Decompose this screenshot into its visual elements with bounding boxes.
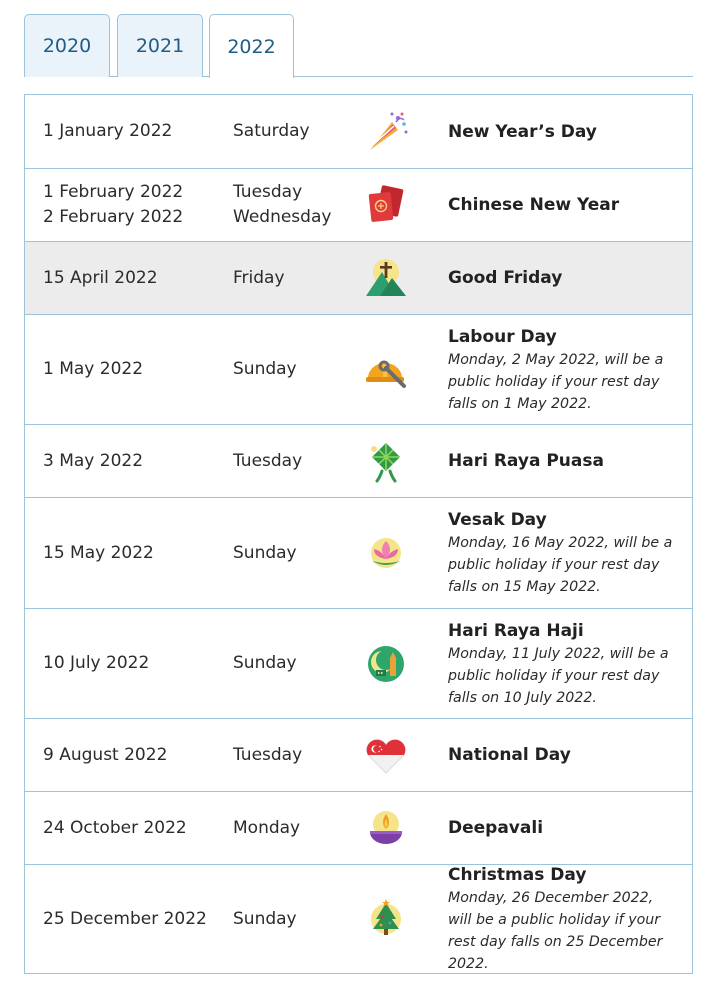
holiday-name: Good Friday bbox=[448, 268, 563, 288]
holiday-cell bbox=[448, 498, 678, 608]
table-row bbox=[25, 718, 692, 791]
holiday-note: Monday, 11 July 2022, will be a public holiday if your rest day falls on 10 July 2022. bbox=[448, 645, 669, 706]
lotus-icon bbox=[362, 498, 410, 608]
holiday-name: New Year’s Day bbox=[448, 121, 597, 142]
holiday-note: Monday, 2 May 2022, will be a public holiday if your rest day falls on 1 May 2022. bbox=[448, 351, 664, 412]
holiday-cell bbox=[448, 865, 678, 973]
holiday-cell bbox=[448, 169, 678, 241]
mosque-crescent-icon bbox=[362, 609, 410, 718]
date-cell: 25 December 2022 bbox=[43, 908, 207, 929]
ketupat-icon bbox=[362, 425, 410, 497]
tab-2021[interactable]: 2021 bbox=[117, 14, 203, 77]
holiday-name: Labour Day bbox=[448, 326, 557, 347]
table-row bbox=[25, 424, 692, 497]
oil-lamp-icon bbox=[362, 792, 410, 864]
table-row bbox=[25, 497, 692, 608]
table-row bbox=[25, 95, 692, 168]
holiday-name: Hari Raya Puasa bbox=[448, 451, 604, 471]
date-cell: 1 February 2022 2 February 2022 bbox=[43, 182, 184, 227]
day-cell: Tuesday Wednesday bbox=[233, 182, 332, 227]
date-cell: 1 January 2022 bbox=[43, 121, 173, 141]
day-cell: Tuesday bbox=[233, 744, 303, 765]
day-cell: Sunday bbox=[233, 359, 297, 379]
table-row bbox=[25, 864, 692, 973]
holiday-cell bbox=[448, 609, 678, 718]
year-tabs bbox=[24, 14, 693, 77]
date-cell: 15 April 2022 bbox=[43, 267, 158, 288]
cross-mountain-icon bbox=[362, 242, 410, 314]
day-cell: Sunday bbox=[233, 653, 297, 673]
holiday-name: Vesak Day bbox=[448, 510, 547, 530]
day-cell: Tuesday bbox=[233, 450, 303, 471]
holiday-note: Monday, 26 December 2022, will be a public holiday if your rest day falls on 25 December 2022. bbox=[448, 890, 663, 972]
holiday-cell bbox=[448, 719, 678, 791]
day-cell: Monday bbox=[233, 817, 301, 838]
day-cell: Saturday bbox=[233, 121, 310, 141]
date-cell: 3 May 2022 bbox=[43, 450, 144, 471]
day-cell: Friday bbox=[233, 267, 285, 288]
holidays-table bbox=[24, 94, 693, 974]
holiday-cell bbox=[448, 95, 678, 168]
table-row bbox=[25, 608, 692, 718]
table-row bbox=[25, 168, 692, 241]
holiday-name: Deepavali bbox=[448, 818, 544, 838]
day-cell: Sunday bbox=[233, 908, 297, 929]
holiday-cell bbox=[448, 792, 678, 864]
day-cell: Sunday bbox=[233, 542, 297, 563]
date-cell: 15 May 2022 bbox=[43, 542, 154, 563]
party-popper-icon bbox=[362, 95, 410, 168]
holiday-name: Chinese New Year bbox=[448, 195, 620, 215]
table-row bbox=[25, 241, 692, 314]
date-cell: 24 October 2022 bbox=[43, 817, 187, 838]
table-row bbox=[25, 791, 692, 864]
holiday-name: National Day bbox=[448, 745, 571, 765]
red-envelope-icon bbox=[362, 169, 410, 241]
holiday-name: Christmas Day bbox=[448, 865, 587, 885]
holiday-name: Hari Raya Haji bbox=[448, 620, 584, 641]
hard-hat-wrench-icon bbox=[362, 315, 410, 424]
holiday-cell bbox=[448, 425, 678, 497]
date-cell: 9 August 2022 bbox=[43, 744, 168, 765]
christmas-tree-icon bbox=[362, 865, 410, 973]
holiday-cell bbox=[448, 315, 678, 424]
table-row bbox=[25, 314, 692, 424]
date-cell: 10 July 2022 bbox=[43, 653, 150, 673]
holiday-cell bbox=[448, 242, 678, 314]
date-cell: 1 May 2022 bbox=[43, 359, 144, 379]
singapore-heart-flag-icon bbox=[362, 719, 410, 791]
tab-2022[interactable]: 2022 bbox=[209, 14, 294, 78]
tab-2020[interactable]: 2020 bbox=[24, 14, 110, 77]
holiday-note: Monday, 16 May 2022, will be a public holiday if your rest day falls on 15 May 2022. bbox=[448, 535, 673, 595]
